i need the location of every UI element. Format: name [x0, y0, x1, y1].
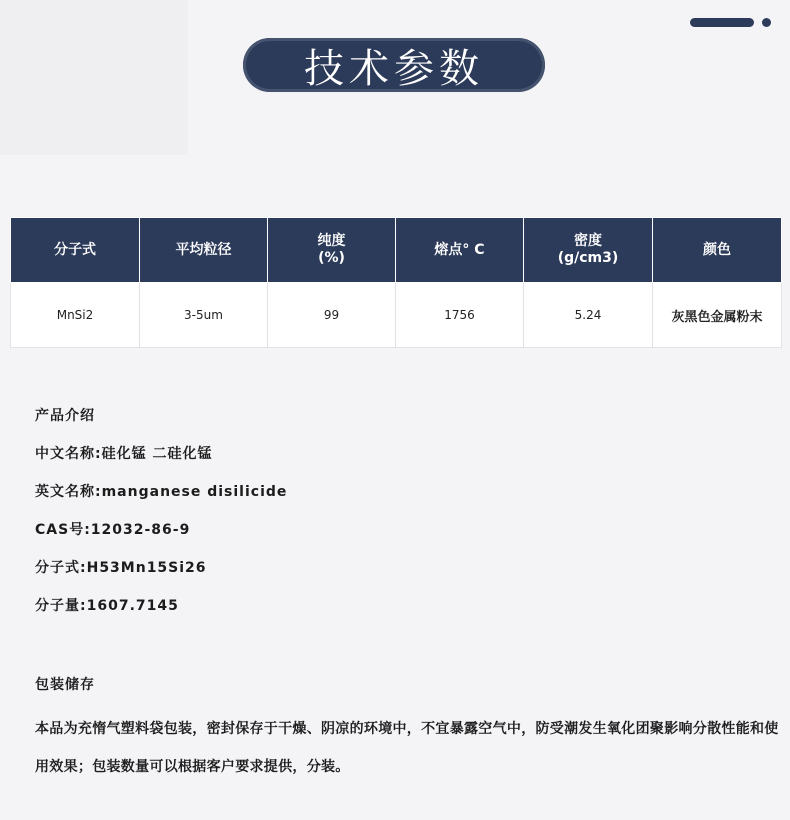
cell-purity: 99 — [268, 283, 396, 348]
intro-formula: 分子式:H53Mn15Si26 — [35, 560, 207, 576]
decor-dot-icon — [762, 18, 771, 27]
cell-formula: MnSi2 — [11, 283, 140, 348]
header-color: 颜色 — [653, 218, 782, 283]
cell-melting-point: 1756 — [396, 283, 524, 348]
header-formula: 分子式 — [11, 218, 140, 283]
intro-english-name: 英文名称:manganese disilicide — [35, 484, 288, 500]
packaging-heading: 包装储存 — [35, 677, 95, 693]
decor-line-icon — [690, 18, 754, 27]
header-particle-size: 平均粒径 — [140, 218, 268, 283]
section-title-banner — [243, 38, 545, 92]
header-purity: 纯度 (%) — [268, 218, 396, 283]
table-row — [11, 283, 782, 348]
cell-color: 灰黑色金属粉末 — [653, 283, 782, 348]
intro-heading: 产品介绍 — [35, 408, 95, 424]
section-title: 技术参数 — [304, 45, 484, 92]
header-melting-point: 熔点° C — [396, 218, 524, 283]
intro-cas-number: CAS号:12032-86-9 — [35, 522, 191, 538]
table-header-row — [11, 218, 782, 283]
background-patch — [0, 0, 188, 155]
header-density: 密度 (g/cm3) — [524, 218, 653, 283]
parameters-table — [10, 217, 782, 348]
cell-particle-size: 3-5um — [140, 283, 268, 348]
intro-molecular-weight: 分子量:1607.7145 — [35, 598, 179, 614]
cell-density: 5.24 — [524, 283, 653, 348]
packaging-text: 本品为充惰气塑料袋包装，密封保存于干燥、阴凉的环境中，不宜暴露空气中，防受潮发生氧化团聚影响分散性能和使用效果；包装数量可以根据客户要求提供，分装。 — [35, 721, 779, 775]
decorative-bar — [690, 17, 771, 27]
intro-chinese-name: 中文名称:硅化锰 二硅化锰 — [35, 446, 213, 462]
